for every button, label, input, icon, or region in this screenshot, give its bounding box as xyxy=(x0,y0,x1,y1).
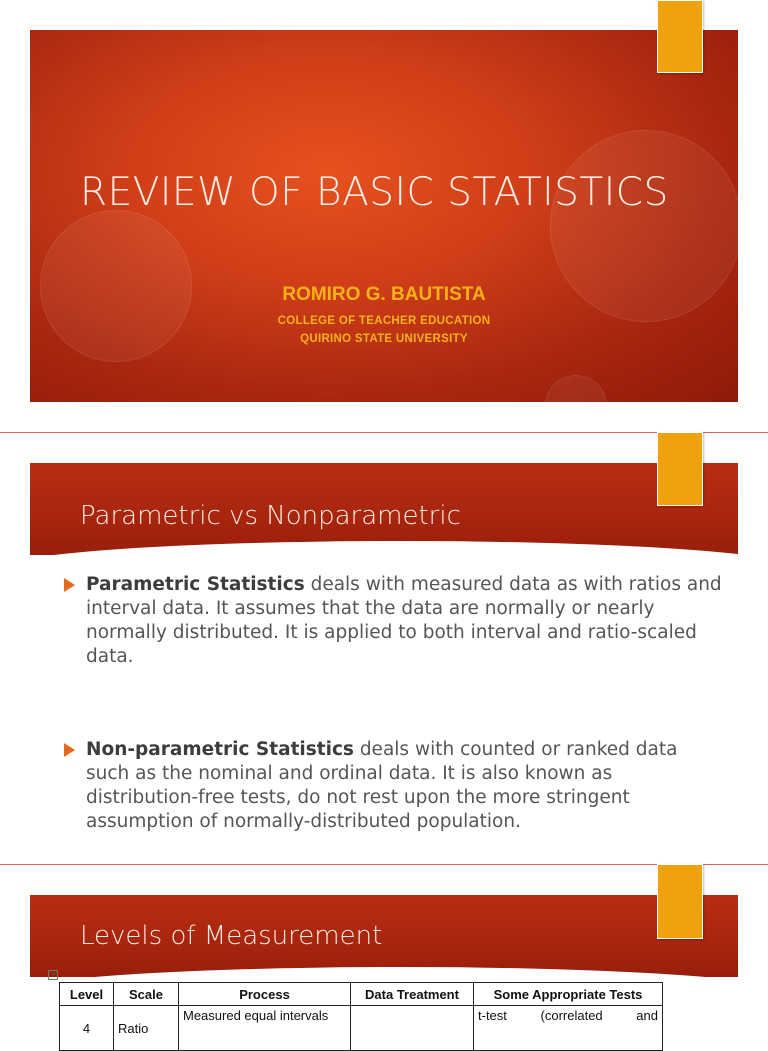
affiliation-college: COLLEGE OF TEACHER EDUCATION xyxy=(277,315,491,327)
bullet-term: Non-parametric Statistics xyxy=(86,739,354,760)
presentation-title: REVIEW OF BASIC STATISTICS xyxy=(80,170,669,215)
table-row xyxy=(60,1006,663,1051)
slide2-header-band xyxy=(30,463,738,555)
header-process: Process xyxy=(179,983,351,1006)
header-level: Level xyxy=(60,983,114,1006)
slide-divider xyxy=(0,864,768,865)
cell-tests: t-test (correlated and xyxy=(474,1006,663,1051)
bullet-parametric xyxy=(64,573,724,669)
bullet-arrow-icon xyxy=(64,743,75,757)
cell-scale: Ratio xyxy=(114,1006,179,1051)
levels-table xyxy=(59,982,663,1051)
bullet-text: deals with counted or ranked data such as the nominal and ordinal data. It is also known as distribution-free tests, do not rest upon the more stringent assumption of normally-distributed population. xyxy=(86,739,678,832)
title-slide xyxy=(30,30,738,402)
cell-process: Measured equal intervals xyxy=(179,1006,351,1051)
bokeh-circle xyxy=(545,375,607,402)
bullet-nonparametric xyxy=(64,738,724,834)
orange-tab-accent xyxy=(657,432,703,506)
cell-level: 4 xyxy=(60,1006,114,1051)
header-scale: Scale xyxy=(114,983,179,1006)
header-data-treatment: Data Treatment xyxy=(351,983,474,1006)
bullet-text: deals with measured data as with ratios and interval data. It assumes that the data are normally or nearly normally distributed. It is applied to both interval and ratio-scaled data. xyxy=(86,574,722,667)
slide3-header-band xyxy=(30,895,738,977)
author-name: ROMIRO G. BAUTISTA xyxy=(282,284,486,305)
table-header-row xyxy=(60,983,663,1006)
bullet-arrow-icon xyxy=(64,578,75,592)
slide-divider xyxy=(0,432,768,433)
slide3-title: Levels of Measurement xyxy=(80,921,383,951)
affiliation-university: QUIRINO STATE UNIVERSITY xyxy=(300,333,468,345)
header-tests: Some Appropriate Tests xyxy=(474,983,663,1006)
cell-treatment xyxy=(351,1006,474,1051)
table-anchor-icon: + xyxy=(48,970,58,980)
slide2-title: Parametric vs Nonparametric xyxy=(80,501,461,531)
orange-tab-accent xyxy=(657,864,703,939)
orange-tab-accent xyxy=(657,0,703,73)
header-curve xyxy=(30,967,738,977)
header-curve xyxy=(30,541,738,555)
bullet-term: Parametric Statistics xyxy=(86,574,305,595)
